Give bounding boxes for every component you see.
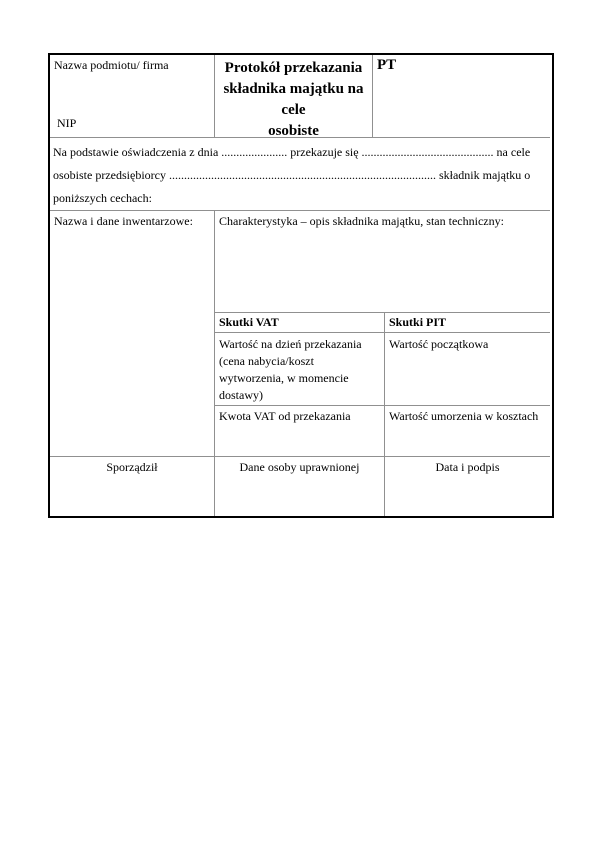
statement-line-1: Na podstawie oświadczenia z dnia ...................... przekazuje się ............................................ na cele bbox=[53, 145, 531, 159]
protocol-form-table bbox=[48, 53, 554, 518]
cell-pit-initial-value bbox=[385, 333, 550, 406]
cell-vat-effects-header bbox=[215, 313, 385, 333]
authorized-person-label: Dane osoby uprawnionej bbox=[239, 460, 360, 474]
cell-pit-effects-header bbox=[385, 313, 550, 333]
document-title-line-3: osobiste bbox=[268, 123, 319, 138]
cell-inventory-data bbox=[50, 211, 215, 457]
prepared-by-label: Sporządził bbox=[106, 460, 158, 474]
entity-name-label: Nazwa podmiotu/ firma bbox=[54, 58, 169, 72]
cell-vat-transfer-value bbox=[215, 333, 385, 406]
cell-document-title bbox=[215, 55, 373, 138]
cell-date-signature bbox=[385, 457, 550, 516]
document-title-line-1: Protokół przekazania bbox=[224, 60, 363, 76]
cell-vat-amount bbox=[215, 406, 385, 457]
vat-transfer-value-label: Wartość na dzień przekazania (cena nabycia/koszt wytworzenia, w momencie dostawy) bbox=[219, 337, 362, 402]
statement-line-3: poniższych cechach: bbox=[53, 191, 152, 205]
nip-label: NIP bbox=[57, 116, 77, 130]
cell-form-code bbox=[373, 55, 550, 138]
pit-initial-value-label: Wartość początkowa bbox=[389, 337, 489, 351]
cell-authorized-person bbox=[215, 457, 385, 516]
cell-characteristics bbox=[215, 211, 550, 313]
vat-amount-label: Kwota VAT od przekazania bbox=[219, 409, 351, 423]
cell-entity-name bbox=[50, 55, 215, 138]
statement-line-2: osobiste przedsiębiorcy ......................................................................................... składnik majątku o bbox=[53, 168, 531, 182]
document-title-line-2: składnika majątku na cele bbox=[223, 81, 364, 118]
pit-effects-header-label: Skutki PIT bbox=[389, 315, 447, 329]
pit-amortization-label: Wartość umorzenia w kosztach bbox=[389, 409, 539, 423]
form-code-label: PT bbox=[377, 57, 397, 73]
characteristics-label: Charakterystyka – opis składnika majątku, stan techniczny: bbox=[219, 214, 504, 228]
cell-prepared-by bbox=[50, 457, 215, 516]
cell-statement bbox=[50, 138, 550, 211]
date-signature-label: Data i podpis bbox=[435, 460, 500, 474]
vat-effects-header-label: Skutki VAT bbox=[219, 315, 279, 329]
inventory-data-label: Nazwa i dane inwentarzowe: bbox=[54, 214, 193, 228]
cell-pit-amortization bbox=[385, 406, 550, 457]
